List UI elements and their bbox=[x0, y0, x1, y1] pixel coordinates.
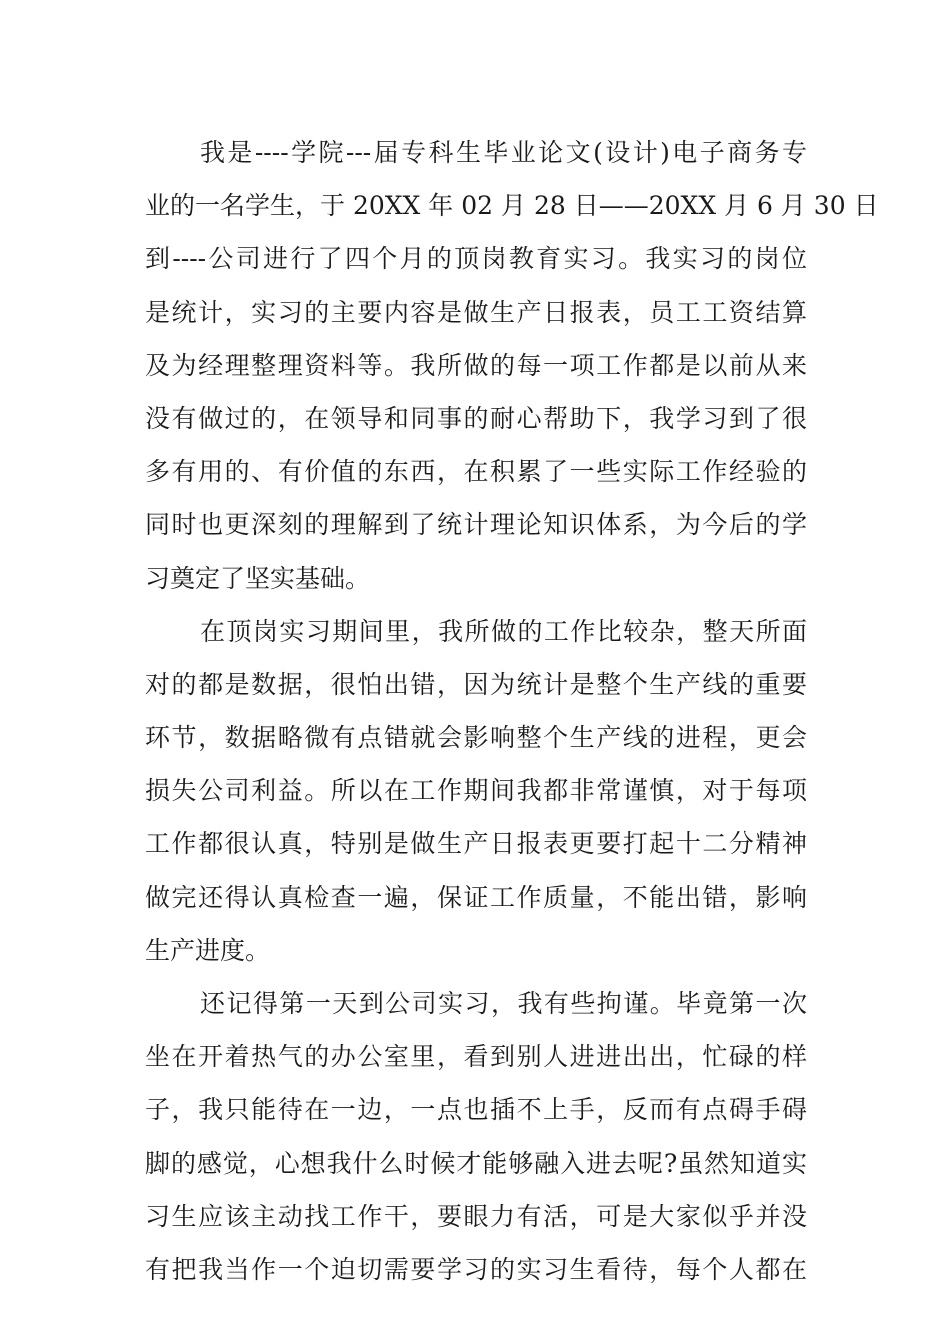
text-line: 及为经理整理资料等。我所做的每一项工作都是以前从来 bbox=[145, 350, 807, 380]
text-line: 生产进度。 bbox=[145, 935, 271, 965]
paragraph-2 bbox=[145, 605, 807, 977]
text-line: 习奠定了坚实基础。 bbox=[145, 563, 371, 593]
text-line: 我是----学院---届专科生毕业论文(设计)电子商务专 bbox=[200, 138, 807, 167]
document-body bbox=[145, 126, 879, 1296]
text-line: 到----公司进行了四个月的顶岗教育实习。我实习的岗位 bbox=[145, 244, 807, 274]
text-line: 子，我只能待在一边，一点也插不上手，反而有点碍手碍 bbox=[145, 1095, 807, 1125]
text-line: 同时也更深刻的理解到了统计理论知识体系，为今后的学 bbox=[145, 510, 807, 540]
text-line: 工作都很认真，特别是做生产日报表更要打起十二分精神 bbox=[145, 829, 807, 859]
text-line: 有把我当作一个迫切需要学习的实习生看待，每个人都在 bbox=[145, 1254, 807, 1284]
text-line: 损失公司利益。所以在工作期间我都非常谨慎，对于每项 bbox=[145, 776, 807, 806]
text-line: 还记得第一天到公司实习，我有些拘谨。毕竟第一次 bbox=[200, 989, 807, 1018]
text-line: 对的都是数据，很怕出错，因为统计是整个生产线的重要 bbox=[145, 669, 807, 699]
text-line: 脚的感觉，心想我什么时候才能够融入进去呢?虽然知道实 bbox=[145, 1148, 807, 1178]
text-line: 在顶岗实习期间里，我所做的工作比较杂，整天所面 bbox=[200, 616, 807, 646]
text-line: 环节，数据略微有点错就会影响整个生产线的进程，更会 bbox=[145, 723, 807, 753]
text-line: 做完还得认真检查一遍，保证工作质量，不能出错，影响 bbox=[145, 882, 807, 912]
text-line: 业的一名学生，于 20XX 年 02 月 28 日——20XX 月 6 月 30 日 bbox=[145, 191, 879, 221]
text-line: 没有做过的，在领导和同事的耐心帮助下，我学习到了很 bbox=[145, 403, 807, 433]
paragraph-3 bbox=[145, 977, 807, 1296]
paragraph-1 bbox=[145, 126, 879, 605]
text-line: 习生应该主动找工作干，要眼力有活，可是大家似乎并没 bbox=[145, 1201, 807, 1231]
text-line: 坐在开着热气的办公室里，看到别人进进出出，忙碌的样 bbox=[145, 1042, 807, 1072]
text-line: 是统计，实习的主要内容是做生产日报表，员工工资结算 bbox=[145, 297, 807, 327]
text-line: 多有用的、有价值的东西，在积累了一些实际工作经验的 bbox=[145, 457, 807, 487]
